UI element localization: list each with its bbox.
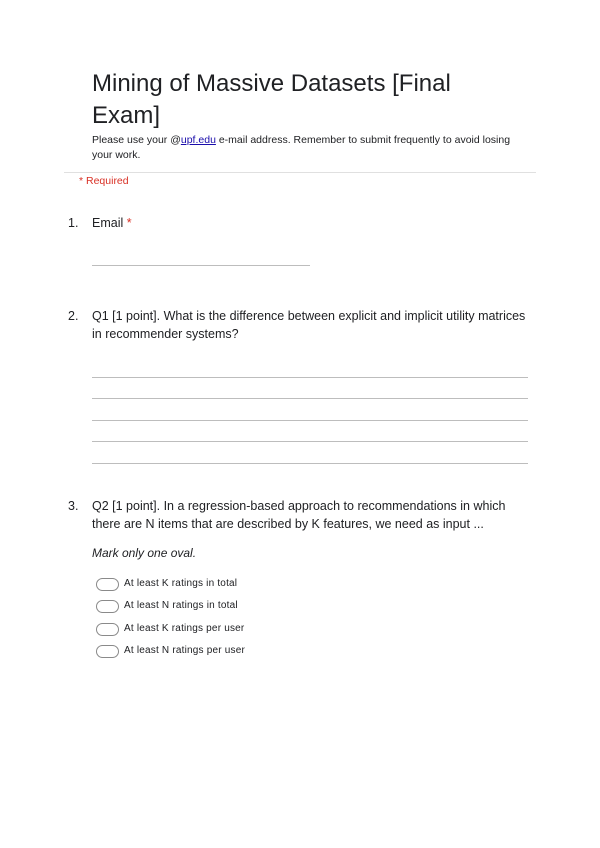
header-divider bbox=[64, 172, 536, 173]
answer-line[interactable] bbox=[92, 398, 528, 399]
option-k-ratings-total[interactable] bbox=[96, 576, 237, 592]
form-title: Mining of Massive Datasets [Final Exam] bbox=[92, 70, 451, 129]
form-description bbox=[92, 133, 512, 163]
required-star: * bbox=[126, 216, 132, 230]
radio-oval[interactable] bbox=[96, 623, 119, 636]
question-1-label: Email bbox=[92, 216, 124, 230]
question-1-text bbox=[92, 214, 532, 232]
question-1-number: 1. bbox=[68, 216, 79, 230]
option-label: At least K ratings per user bbox=[124, 623, 245, 634]
option-label: At least N ratings in total bbox=[124, 600, 238, 611]
required-note: * Required bbox=[79, 175, 129, 187]
radio-oval[interactable] bbox=[96, 600, 119, 613]
answer-line[interactable] bbox=[92, 463, 528, 464]
option-k-ratings-per-user[interactable] bbox=[96, 621, 244, 637]
question-2-text: Q1 [1 point]. What is the difference between explicit and implicit utility matrices in recommender systems? bbox=[92, 309, 526, 341]
answer-line[interactable] bbox=[92, 420, 528, 421]
domain-link[interactable]: upf.edu bbox=[180, 134, 216, 146]
option-label: At least K ratings in total bbox=[124, 578, 238, 589]
question-2-number: 2. bbox=[68, 309, 79, 323]
description-prefix: Please use your @ bbox=[92, 134, 181, 146]
option-label: At least N ratings per user bbox=[124, 645, 246, 656]
question-3-number: 3. bbox=[68, 499, 79, 513]
radio-oval[interactable] bbox=[96, 578, 119, 591]
radio-oval[interactable] bbox=[96, 645, 119, 658]
email-input-line[interactable] bbox=[92, 265, 310, 266]
question-3-text: Q2 [1 point]. In a regression-based approach to recommendations in which there are N items that are described by K features, we need as input ... bbox=[92, 499, 506, 531]
answer-line[interactable] bbox=[92, 377, 528, 378]
option-n-ratings-per-user[interactable] bbox=[96, 643, 245, 659]
option-n-ratings-total[interactable] bbox=[96, 598, 238, 614]
description-suffix: e-mail address. Remember to submit frequently to avoid losing your work. bbox=[92, 134, 511, 161]
question-3-instruction: Mark only one oval. bbox=[92, 546, 197, 560]
answer-line[interactable] bbox=[92, 441, 528, 442]
